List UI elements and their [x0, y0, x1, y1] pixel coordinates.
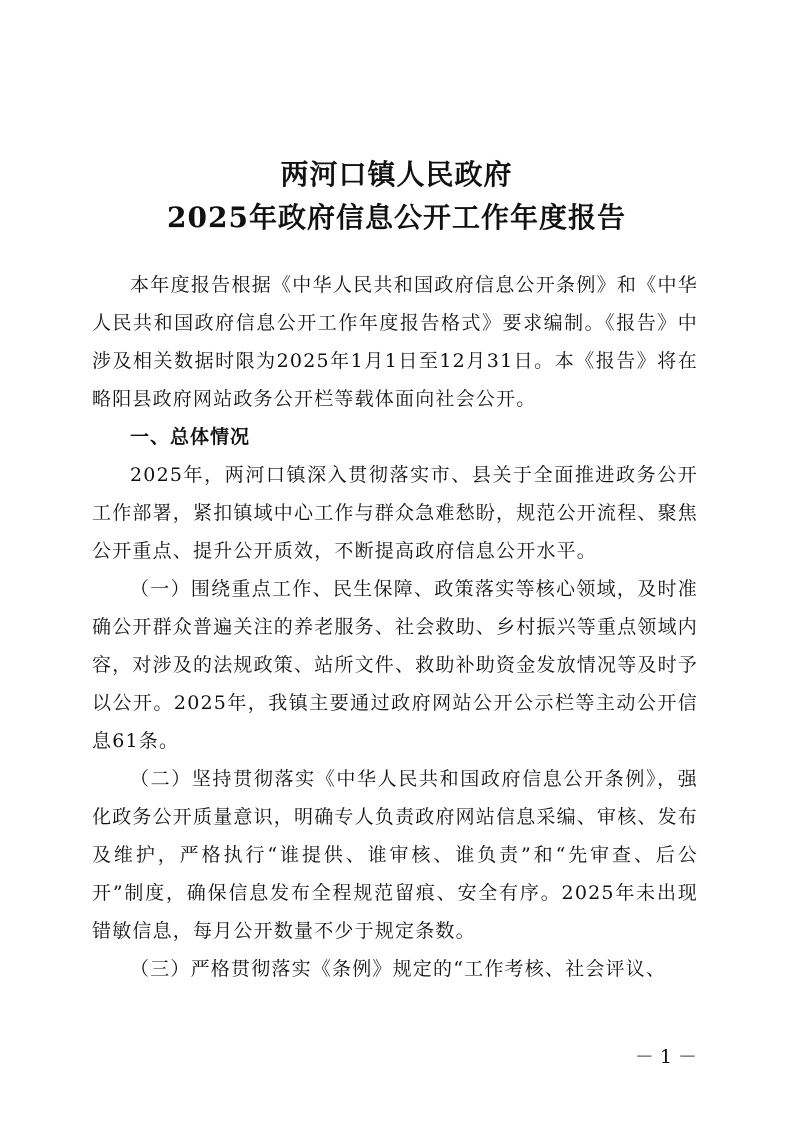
document-body	[92, 266, 698, 988]
item-paragraph-3: （三）严格贯彻落实《条例》规定的“工作考核、社会评议、	[130, 958, 667, 980]
section-heading-overview: 一、总体情况	[130, 426, 251, 448]
overview-paragraph: 2025年，两河口镇深入贯彻落实市、县关于全面推进政务公开工作部署，紧扣镇域中心工作与群众急难愁盼，规范公开流程、聚焦公开重点、提升公开质效，不断提高政府信息公开水平。	[92, 464, 699, 562]
document-title: 两河口镇人民政府	[280, 158, 513, 191]
intro-paragraph: 本年度报告根据《中华人民共和国政府信息公开条例》和《中华人民共和国政府信息公开工作年度报告格式》要求编制。《报告》中涉及相关数据时限为2025年1月1日至12月31日。本《报告》将在略阳县政府网站政务公开栏等载体面向社会公开。	[92, 274, 698, 410]
document-subtitle: 2025年政府信息公开工作年度报告	[167, 201, 626, 234]
item-paragraph-1: （一）围绕重点工作、民生保障、政策落实等核心领域，及时准确公开群众普遍关注的养老服务、社会救助、乡村振兴等重点领域内容，对涉及的法规政策、站所文件、救助补助资金发放情况等及时予以公开。2025年，我镇主要通过政府网站公开公示栏等主动公开信息61条。	[92, 578, 699, 752]
item-paragraph-2: （二）坚持贯彻落实《中华人民共和国政府信息公开条例》，强化政务公开质量意识，明确专人负责政府网站信息采编、审核、发布及维护，严格执行“谁提供、谁审核、谁负责”和“先审查、后公开”制度，确保信息发布全程规范留痕、安全有序。2025年未出现错敏信息，每月公开数量不少于规定条数。	[92, 768, 699, 942]
page-number: － 1 －	[634, 1046, 697, 1068]
